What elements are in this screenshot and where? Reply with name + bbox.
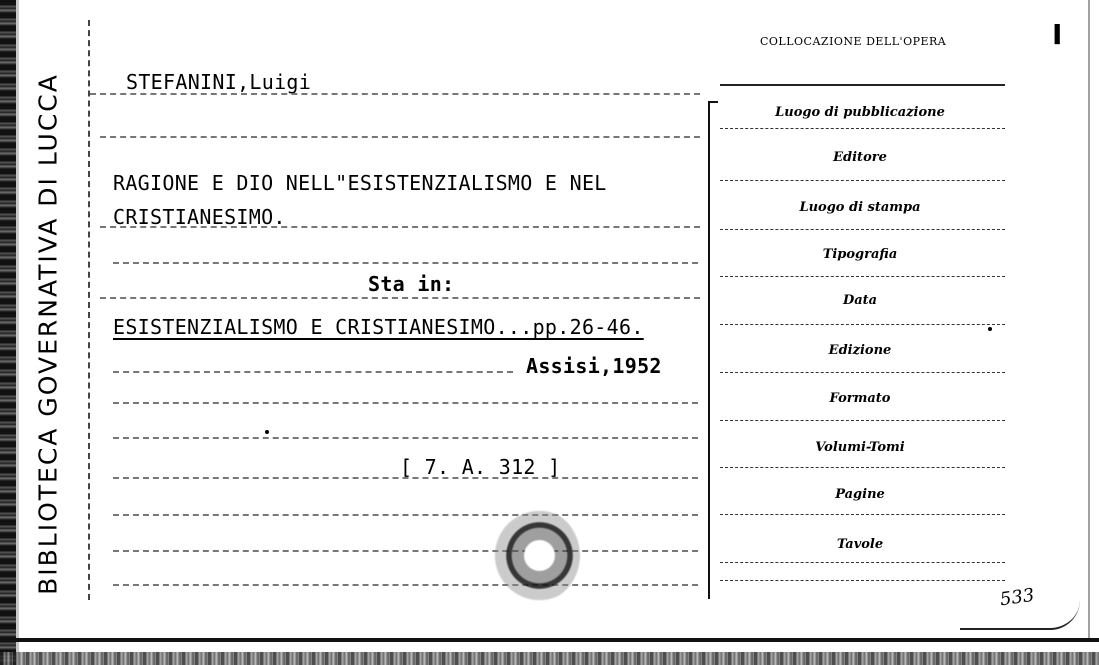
- scan-border-bottom: [0, 638, 1099, 642]
- margin-rule: [88, 20, 90, 600]
- place-date: Assisi,1952: [526, 354, 662, 378]
- blank-rule-1: [100, 136, 700, 138]
- shelfmark-rule: [113, 477, 698, 479]
- scan-border-left: [0, 0, 16, 665]
- title-line-2: CRISTIANESIMO.: [113, 205, 286, 229]
- collocazione-bracket: [708, 101, 718, 103]
- author: STEFANINI,Luigi: [126, 70, 312, 94]
- field-rule-11: [720, 580, 1005, 581]
- field-tipografia: Tipografia: [822, 247, 898, 262]
- shelfmark: [ 7. A. 312 ]: [400, 455, 561, 479]
- library-stamp: [490, 508, 580, 603]
- field-rule-8: [720, 467, 1005, 468]
- blank-rule-3: [113, 402, 698, 404]
- field-luogo-pubblicazione: Luogo di pubblicazione: [775, 105, 945, 120]
- sta-in-label: Sta in:: [368, 272, 455, 296]
- field-rule-1: [720, 128, 1005, 129]
- blank-rule-2: [113, 262, 698, 264]
- field-rule-3: [720, 229, 1005, 230]
- field-rule-2: [720, 180, 1005, 181]
- collocazione-heading: COLLOCAZIONE DELL'OPERA: [760, 35, 947, 48]
- field-rule-9: [720, 514, 1005, 515]
- sta-in-rule: [100, 297, 700, 299]
- scan-band-bottom: [0, 652, 1099, 665]
- page-mark: I: [1052, 18, 1063, 51]
- card-edge-curl: [960, 600, 1080, 630]
- blank-rule-4: [113, 437, 698, 439]
- title-rule: [100, 226, 700, 228]
- scan-border-right: [1088, 0, 1090, 640]
- collocazione-rule: [720, 84, 1005, 86]
- blank-rule-6: [113, 550, 698, 552]
- blank-rule-7: [113, 584, 698, 586]
- field-rule-7: [720, 420, 1005, 421]
- blank-rule-5: [113, 514, 698, 516]
- source-title: ESISTENZIALISMO E CRISTIANESIMO...pp.26-46.: [113, 315, 644, 339]
- title-line-1: RAGIONE E DIO NELL"ESISTENZIALISMO E NEL: [113, 171, 607, 195]
- field-data: Data: [842, 293, 878, 308]
- field-volumi-tomi: Volumi-Tomi: [815, 440, 905, 455]
- handwritten-number: 533: [998, 584, 1036, 611]
- ink-dot-right: [988, 327, 992, 331]
- field-rule-5: [720, 324, 1005, 325]
- field-edizione: Edizione: [828, 343, 892, 358]
- field-luogo-stampa: Luogo di stampa: [799, 200, 921, 215]
- library-name: BIBLIOTECA GOVERNATIVA DI LUCCA: [33, 73, 63, 595]
- field-rule-4: [720, 276, 1005, 277]
- field-rule-6: [720, 372, 1005, 373]
- scan-border-left-inner: [16, 0, 19, 665]
- field-formato: Formato: [829, 391, 891, 406]
- author-rule: [90, 93, 700, 95]
- ink-dot: [265, 430, 269, 434]
- field-editore: Editore: [833, 150, 887, 165]
- field-pagine: Pagine: [835, 487, 885, 502]
- field-tavole: Tavole: [836, 537, 884, 552]
- field-rule-10: [720, 562, 1005, 563]
- place-rule: [113, 371, 513, 373]
